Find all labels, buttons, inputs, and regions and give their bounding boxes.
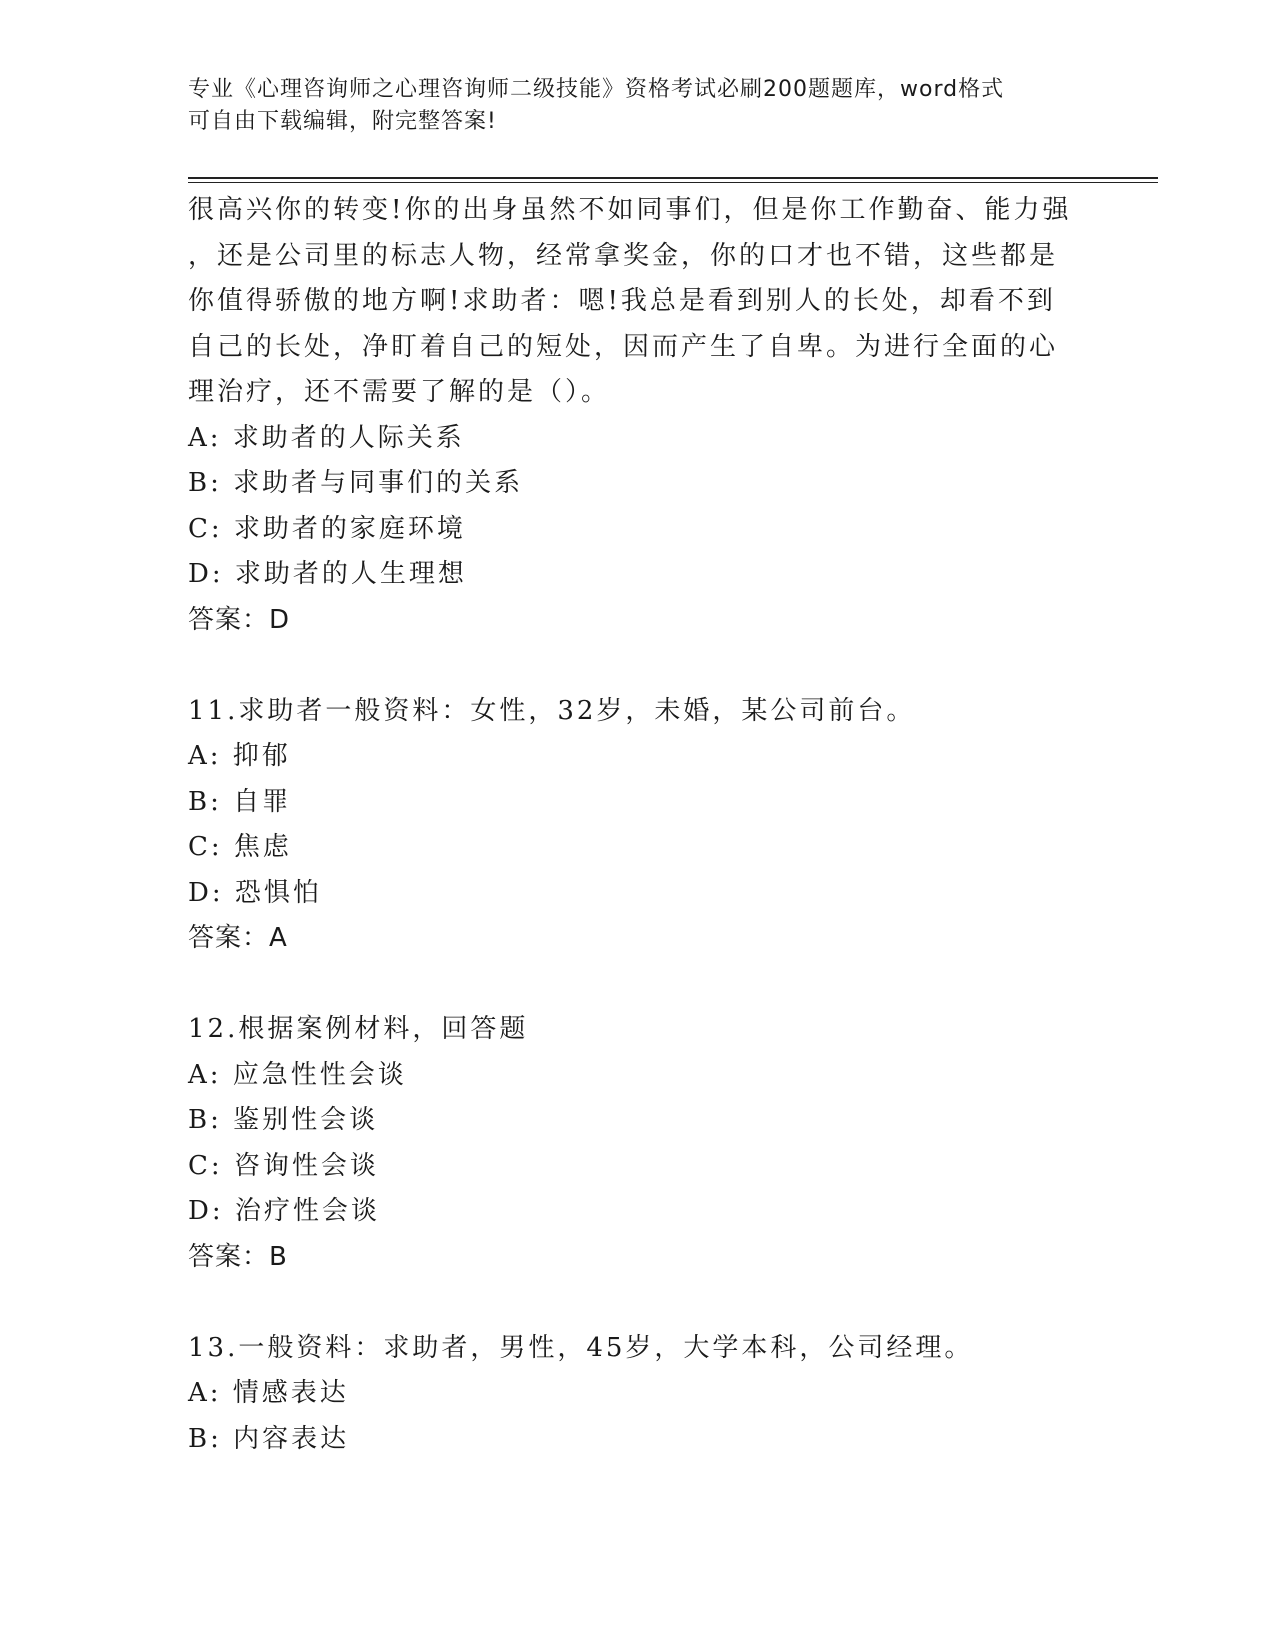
question-content [188,188,1088,1462]
question-stem: 11.求助者一般资料：女性，32岁，未婚，某公司前台。 [188,695,916,726]
option-c: C: 求助者的家庭环境 [188,513,466,544]
question-stem-line: ，还是公司里的标志人物，经常拿奖金，你的口才也不错，这些都是 [188,240,1059,271]
option-d: D: 求助者的人生理想 [188,559,467,589]
question-stem: 13.一般资料：求助者，男性，45岁，大学本科，公司经理。 [188,1332,974,1363]
question-12 [188,1007,1088,1280]
question-stem: 12.根据案例材料，回答题 [188,1014,529,1044]
header-divider-thin [188,182,1158,183]
question-stem-line: 很高兴你的转变!你的出身虽然不如同事们，但是你工作勤奋、能力强 [188,195,1072,225]
header-title-line-2: 可自由下载编辑，附完整答案! [188,109,497,134]
answer-label: 答案：B [188,1241,288,1272]
option-d: D: 治疗性会谈 [188,1196,380,1226]
question-stem-line: 自己的长处，净盯着自己的短处，因而产生了自卑。为进行全面的心 [188,331,1059,362]
option-d: D: 恐惧怕 [188,877,322,908]
question-13 [188,1326,1088,1463]
option-a: A: 求助者的人际关系 [188,422,465,453]
option-a: A: 情感表达 [188,1378,349,1408]
question-stem-line: 你值得骄傲的地方啊!求助者：嗯!我总是看到别人的长处，却看不到 [188,286,1056,316]
header-title-line-1: 专业《心理咨询师之心理咨询师二级技能》资格考试必刷200题题库，word格式 [188,77,1005,102]
question-stem-line: 理治疗，还不需要了解的是（）。 [188,377,611,407]
option-b: B: 内容表达 [188,1423,350,1454]
option-c: C: 咨询性会谈 [188,1150,379,1181]
answer-label: 答案：A [188,923,288,953]
header-divider-thick [188,177,1158,179]
document-header [188,74,1088,138]
option-b: B: 自罪 [188,786,292,817]
option-a: A: 应急性性会谈 [188,1059,407,1090]
option-c: C: 焦虑 [188,832,292,862]
spacer [188,1280,1088,1326]
question-11 [188,689,1088,962]
answer-label: 答案：D [188,604,291,635]
option-b: B: 鉴别性会谈 [188,1105,379,1135]
question-10 [188,188,1088,643]
option-a: A: 抑郁 [188,741,291,771]
spacer [188,643,1088,689]
spacer [188,962,1088,1008]
option-b: B: 求助者与同事们的关系 [188,468,524,498]
